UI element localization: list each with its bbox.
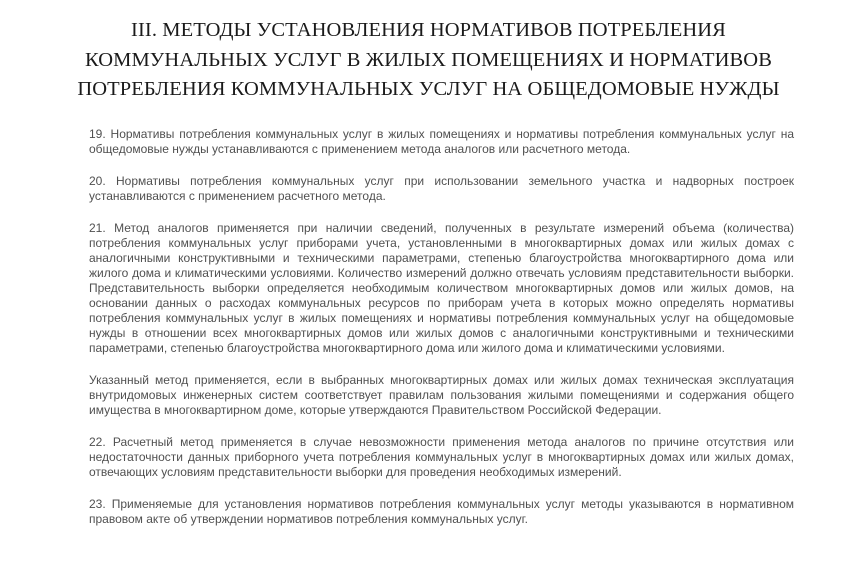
paragraph-20: 20. Нормативы потребления коммунальных услуг при использовании земельного участка и надворных построек устанавливаются с применением расчетного метода. bbox=[89, 174, 794, 203]
section-body bbox=[89, 127, 794, 544]
paragraph-22: 22. Расчетный метод применяется в случае невозможности применения метода аналогов по причине отсутствия или недостаточности данных приборного учета потребления коммунальных услуг в многоквартирных домах или жилых домах, отвечающих условиям представительности выборки для проведения необходимых измерений. bbox=[89, 435, 794, 479]
paragraph-21: 21. Метод аналогов применяется при наличии сведений, полученных в результате измерений объема (количества) потребления коммунальных услуг приборами учета, установленными в многоквартирных домах или жилых домах с аналогичными конструктивными и техническими параметрами, степенью благоустройства многоквартирного дома или жилого дома и климатическими условиями. Количество измерений должно отвечать условиям представительности выборки. Представительность выборки определяется необходимым количеством многоквартирных домов или жилых домов, на основании данных о расходах коммунальных ресурсов по приборам учета в которых можно определять нормативы потребления коммунальных услуг в жилых помещениях и нормативы потребления коммунальных услуг на общедомовые нужды в отношении всех многоквартирных домов или жилых домов с аналогичными конструктивными и техническими параметрами, степенью благоустройства многоквартирного дома или жилого дома и климатическими условиями. bbox=[89, 221, 794, 355]
paragraph-21-continued: Указанный метод применяется, если в выбранных многоквартирных домах или жилых домах техническая эксплуатация внутридомовых инженерных систем соответствует правилам пользования жилыми помещениями и содержания общего имущества в многоквартирном доме, которые утверждаются Правительством Российской Федерации. bbox=[89, 373, 794, 417]
paragraph-23: 23. Применяемые для установления нормативов потребления коммунальных услуг методы указываются в нормативном правовом акте об утверждении нормативов потребления коммунальных услуг. bbox=[89, 497, 794, 526]
paragraph-19: 19. Нормативы потребления коммунальных услуг в жилых помещениях и нормативы потребления коммунальных услуг на общедомовые нужды устанавливаются с применением метода аналогов или расчетного метода. bbox=[89, 127, 794, 156]
section-title: III. МЕТОДЫ УСТАНОВЛЕНИЯ НОРМАТИВОВ ПОТРЕБЛЕНИЯ КОММУНАЛЬНЫХ УСЛУГ В ЖИЛЫХ ПОМЕЩЕНИЯХ И НОРМАТИВОВ ПОТРЕБЛЕНИЯ КОММУНАЛЬНЫХ УСЛУГ НА ОБЩЕДОМОВЫЕ НУЖДЫ bbox=[77, 19, 780, 100]
